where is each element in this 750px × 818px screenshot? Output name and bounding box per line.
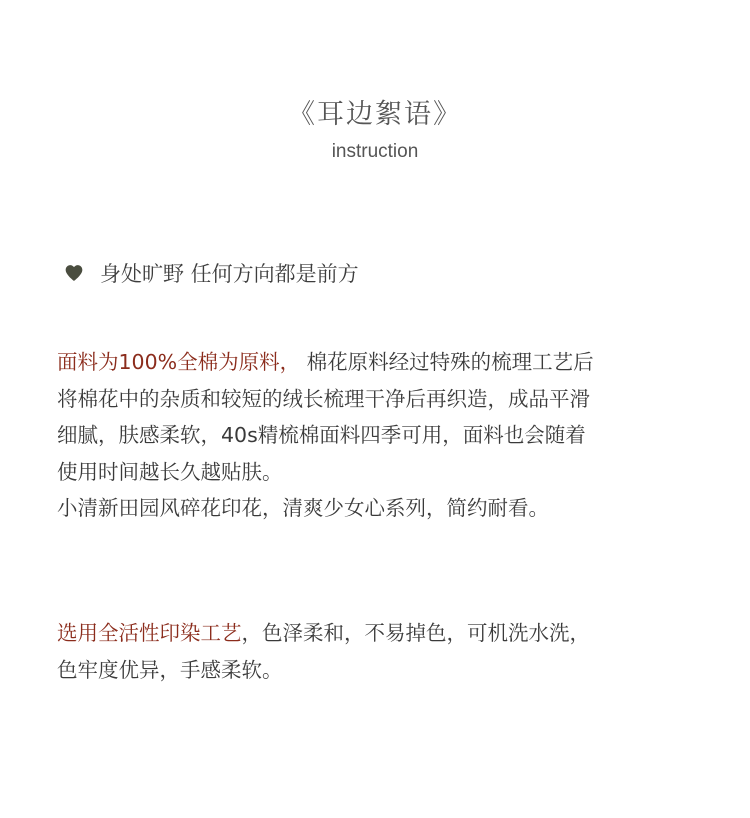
paragraph-line: 使用时间越长久越贴肤。 (57, 459, 283, 484)
page-subtitle: instruction (331, 141, 419, 162)
heading-text: 身处旷野 任何方向都是前方 (100, 262, 359, 286)
heart-icon (64, 263, 84, 283)
line-text: ，色泽柔和，不易掉色，可机洗水洗， (241, 621, 590, 645)
section-heading (64, 258, 359, 288)
paragraph-line: 小清新田园风碎花印花，清爽少女心系列，简约耐看。 (57, 496, 549, 520)
paragraph-line (57, 344, 727, 381)
paragraph-line: 将棉花中的杂质和较短的绒长梳理干净后再织造，成品平滑 (57, 386, 590, 411)
paragraph-line: 细腻，肤感柔软，40s精梳棉面料四季可用，面料也会随着 (57, 423, 586, 447)
highlight-text: 面料为100%全棉为原料， (57, 350, 301, 374)
page-title: 《耳边絮语》 (288, 99, 462, 130)
line-text: 棉花原料经过特殊的梳理工艺后 (300, 350, 594, 374)
dye-description (57, 615, 727, 688)
paragraph-line: 色牢度优异，手感柔软。 (57, 657, 283, 682)
highlight-text: 选用全活性印染工艺 (57, 621, 242, 645)
paragraph-line (57, 615, 727, 652)
fabric-description (57, 344, 727, 527)
